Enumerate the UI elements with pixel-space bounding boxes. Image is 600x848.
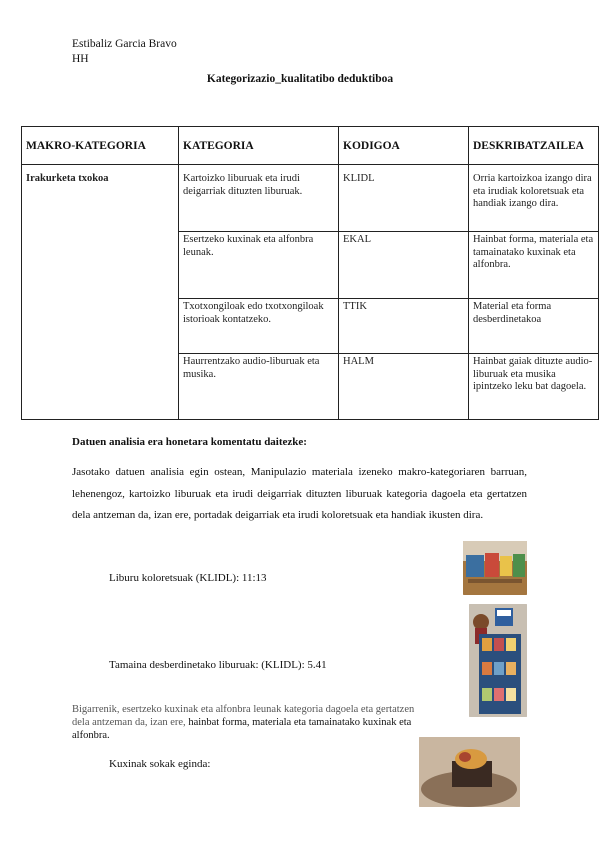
author-name: Estibaliz Garcia Bravo (72, 38, 177, 50)
analysis-paragraph: Jasotako datuen analisia egin ostean, Manipulazio materiala izeneko makro-kategoriaren barruan, lehenengoz, kartoizko liburuak eta irudi deigarriak dituzten liburuak kategoria dagoela eta gertatzen dela antzeman da, izan ere, portadak deigarriak eta irudi koloretsuak eta handiak ikusten dira. (72, 466, 527, 521)
analysis-heading: Datuen analisia era honetara komentatu daitezke: (72, 436, 307, 448)
paragraph-text-emphasis: hainbat forma, materiala eta tamainatako kuxinak eta alfonbra. (72, 717, 412, 741)
category-cell: Kartoizko liburuak eta irudi deigarriak dituzten liburuak. (179, 165, 339, 232)
description-cell: Hainbat forma, materiala eta tamainatako kuxinak eta alfonbra. (469, 232, 599, 299)
category-table (21, 126, 599, 420)
cushion-photo (419, 737, 520, 807)
category-cell: Txotxongiloak edo txotxongiloak istorioak kontatzeko. (179, 299, 339, 354)
bookshelf-image (469, 604, 527, 717)
paragraph-text: Bigarrenik, esertzeko kuxinak eta alfonbra leunak kategoria dagoela eta gertatzen dela antzeman da, izan ere, (72, 704, 415, 728)
document-title: Kategorizazio_kualitatibo deduktiboa (206, 73, 394, 85)
reading-corner-photo (463, 541, 527, 595)
column-header: KATEGORIA (179, 127, 339, 165)
code-cell: TTIK (339, 299, 469, 354)
finding-item: Kuxinak sokak eginda: (109, 758, 211, 770)
code-cell: KLIDL (339, 165, 469, 232)
category-cell: Esertzeko kuxinak eta alfonbra leunak. (179, 232, 339, 299)
column-header: MAKRO-KATEGORIA (22, 127, 179, 165)
code-cell: EKAL (339, 232, 469, 299)
cushion-image (419, 737, 520, 807)
analysis-paragraph (72, 703, 427, 742)
column-header: KODIGOA (339, 127, 469, 165)
macro-category-cell: Irakurketa txokoa (22, 165, 179, 420)
description-cell: Orria kartoizkoa izango dira eta irudiak koloretsuak eta handiak izango dira. (469, 165, 599, 232)
column-header: DESKRIBATZAILEA (469, 127, 599, 165)
reading-corner-image (463, 541, 527, 595)
table-row (22, 165, 599, 232)
group-label: HH (72, 53, 89, 65)
finding-item: Tamaina desberdinetako liburuak: (KLIDL): 5.41 (109, 659, 327, 671)
description-cell: Hainbat gaiak dituzte audio-liburuak eta musika ipintzeko leku bat dagoela. (469, 354, 599, 420)
table-header-row (22, 127, 599, 165)
bookshelf-photo (469, 604, 527, 717)
code-cell: HALM (339, 354, 469, 420)
category-cell: Haurrentzako audio-liburuak eta musika. (179, 354, 339, 420)
description-cell: Material eta forma desberdinetakoa (469, 299, 599, 354)
finding-item: Liburu koloretsuak (KLIDL): 11:13 (109, 572, 267, 584)
